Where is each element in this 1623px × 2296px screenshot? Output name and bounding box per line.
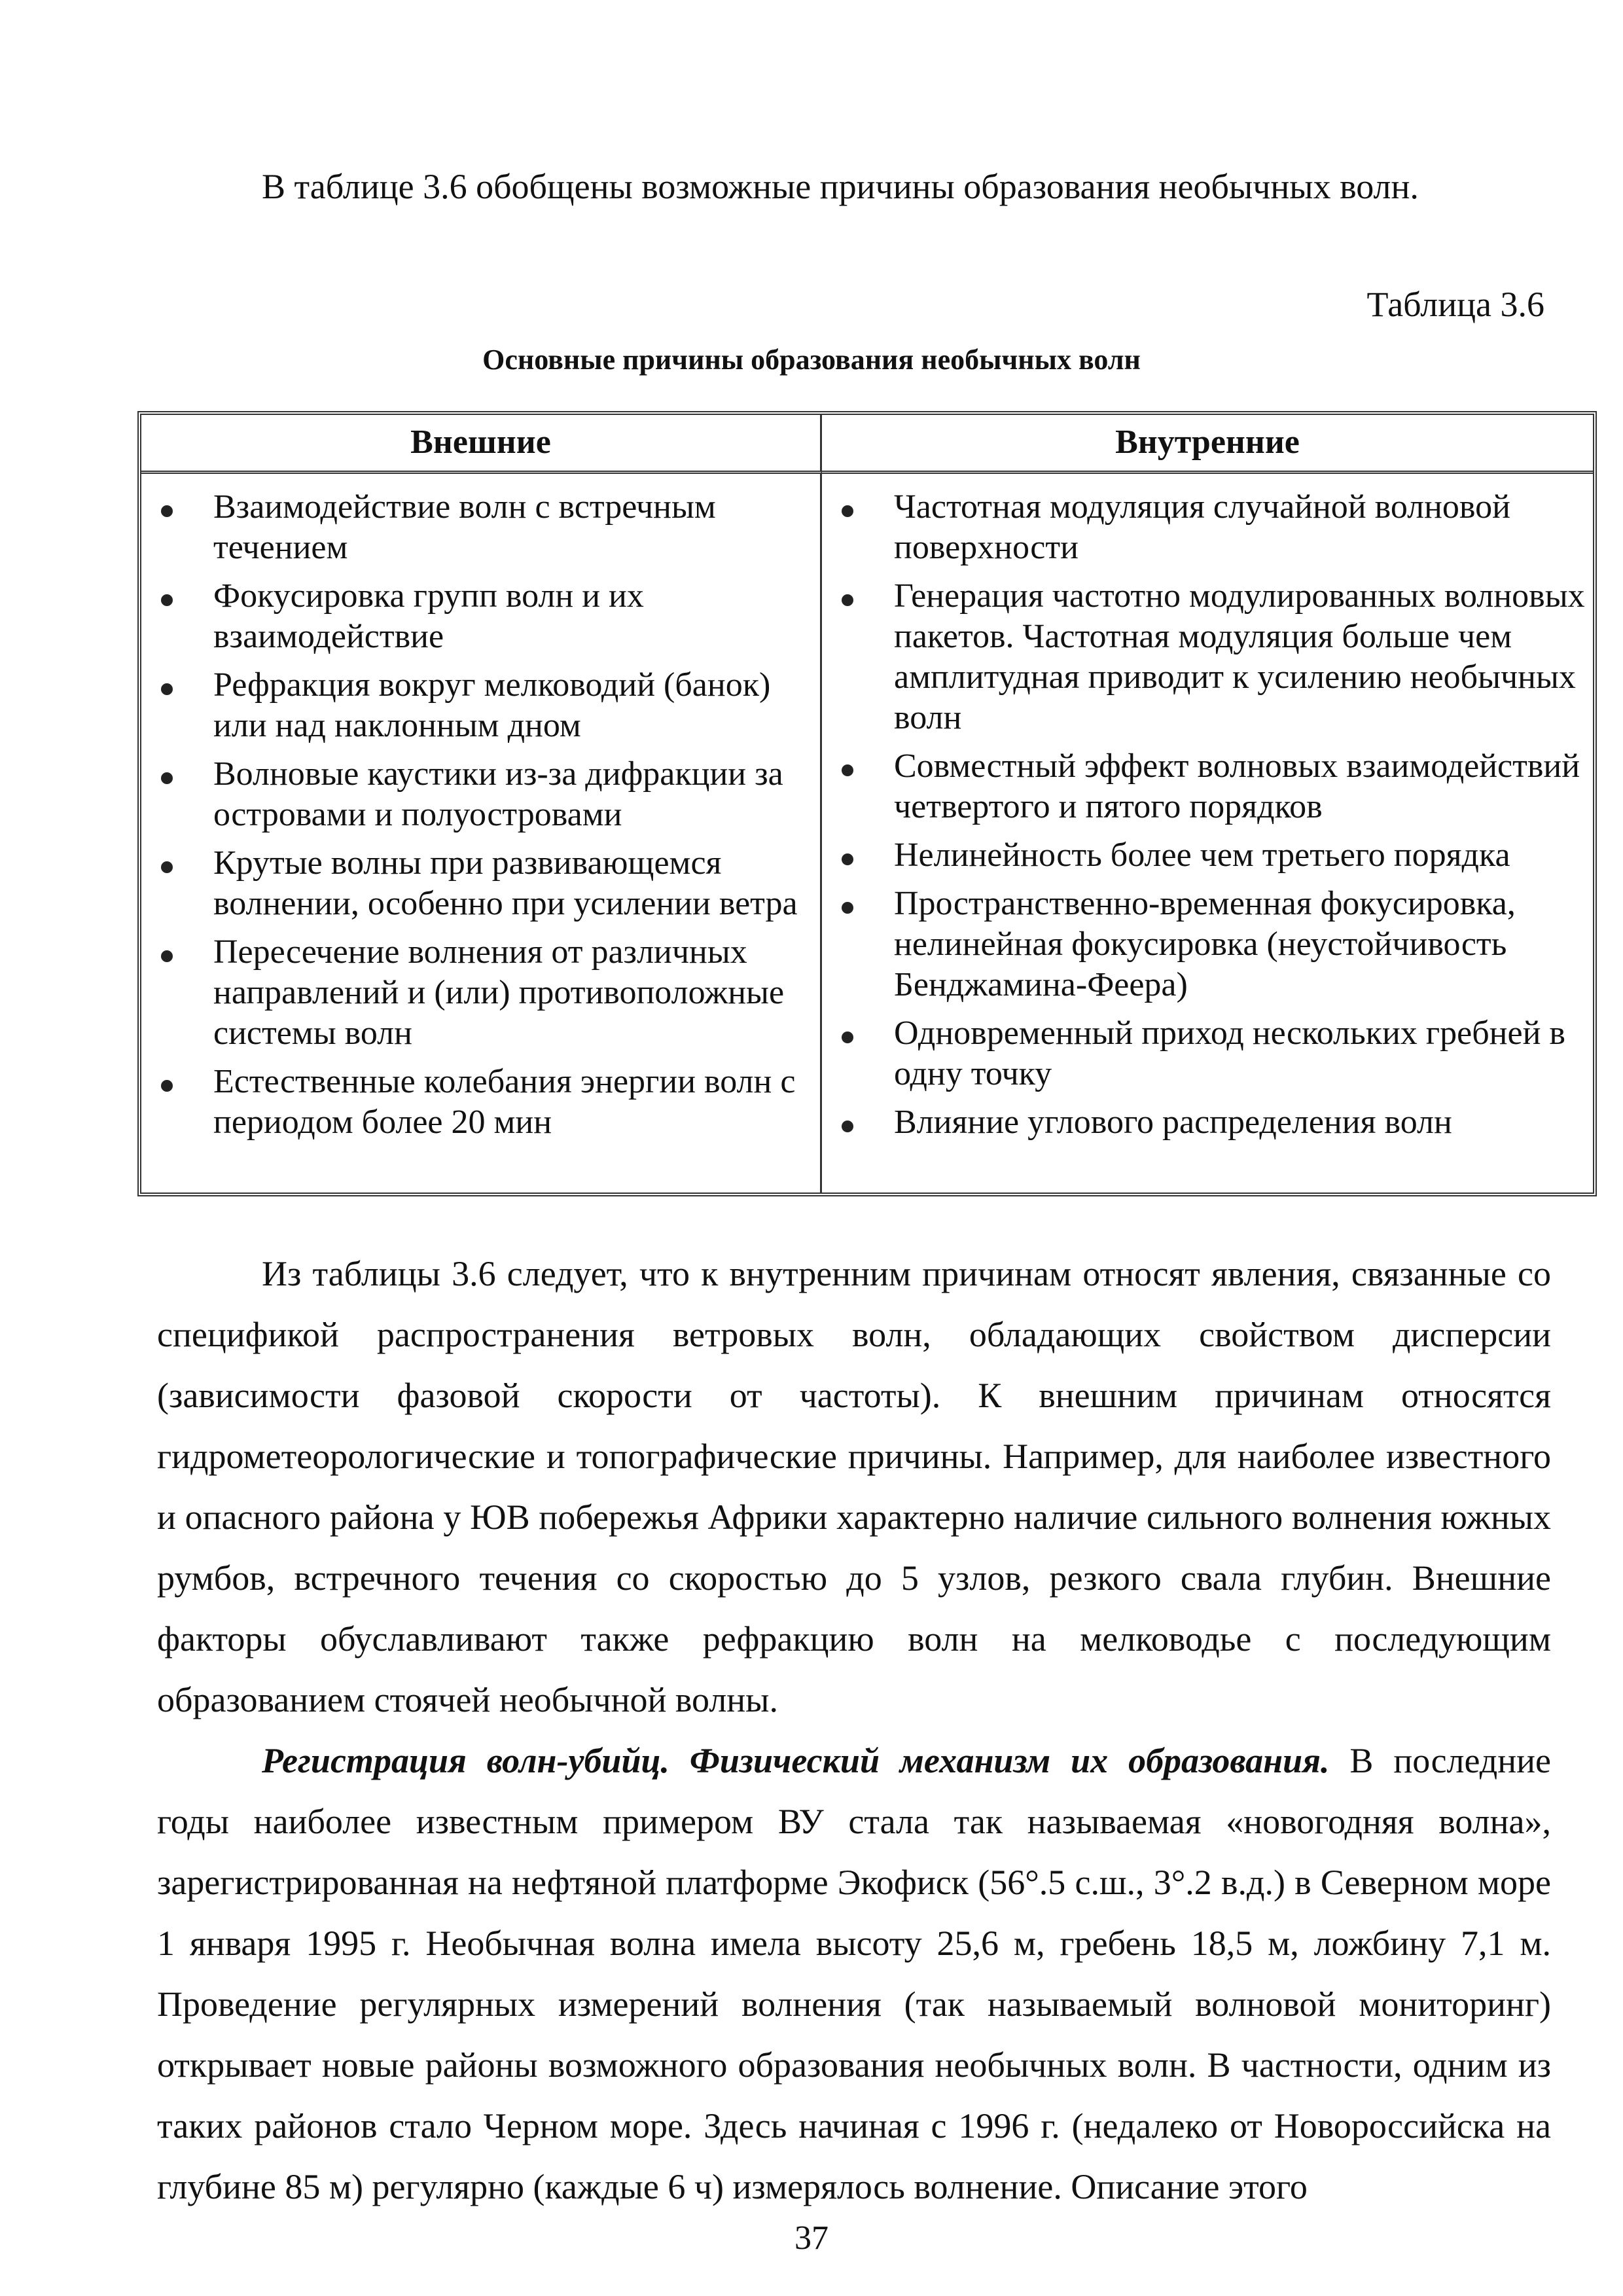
body-text — [157, 1244, 1551, 2217]
bullet-icon — [161, 772, 173, 784]
paragraph-table-discussion: Из таблицы 3.6 следует, что к внутренним причинам относят явления, связанные со спецификой распространения ветровых волн, обладающих свойством дисперсии (зависимости фазовой скорости от частоты). К внешним причинам относятся гидрометеорологические и топографические причины. Например, для наиболее известного и опасного района у ЮВ побережья Африки характерно наличие сильного волнения южных румбов, встречного течения со скоростью до 5 узлов, резкого свала глубин. Внешние факторы обуславливают также рефракцию волн на мелководье с последующим образованием стоячей необычной волны. — [157, 1254, 1551, 1719]
page-number: 37 — [794, 2219, 829, 2257]
list-item: Пересечение волнения от различных направлений и (или) противоположные системы волн — [153, 932, 813, 1054]
list-item: Влияние углового распределения волн — [834, 1102, 1586, 1143]
list-item: Естественные колебания энергии волн с периодом более 20 мин — [153, 1062, 813, 1143]
bullet-icon — [842, 594, 853, 606]
list-item: Одновременный приход нескольких гребней в одну точку — [834, 1013, 1586, 1094]
external-causes-cell — [141, 474, 822, 1193]
bullet-icon — [161, 594, 173, 606]
list-item: Нелинейность более чем третьего порядка — [834, 835, 1586, 876]
paragraph-registration — [157, 1731, 1551, 2217]
intro-sentence: В таблице 3.6 обобщены возможные причины образования необычных волн. — [262, 167, 1419, 206]
bullet-icon — [161, 683, 173, 695]
causes-table — [137, 411, 1597, 1196]
bullet-icon — [842, 1031, 853, 1043]
bullet-icon — [842, 505, 853, 517]
section-heading: Регистрация волн-убийц. Физический механизм их образования. — [262, 1741, 1330, 1780]
table-title: Основные причины образования необычных волн — [482, 344, 1141, 376]
internal-causes-cell — [822, 474, 1593, 1193]
paragraph-registration-text: В последние годы наиболее известным примером ВУ стала так называемая «новогодняя волна», зарегистрированная на нефтяной платформе Экофиск (56°.5 с.ш., 3°.2 в.д.) в Северном море 1 января 1995 г. Необычная волна имела высоту 25,6 м, гребень 18,5 м, ложбину 7,1 м. Проведение регулярных измерений волнения (так называемый волновой мониторинг) открывает новые районы возможного образования необычных волн. В частности, одним из таких районов стало Черном море. Здесь начиная с 1996 г. (недалеко от Новороссийска на глубине 85 м) регулярно (каждые 6 ч) измерялось волнение. Описание этого — [157, 1741, 1552, 2206]
list-item: Волновые каустики из-за дифракции за островами и полуостровами — [153, 754, 813, 835]
bullet-icon — [842, 853, 853, 865]
bullet-icon — [842, 902, 853, 914]
list-item: Генерация частотно модулированных волновых пакетов. Частотная модуляция больше чем амплитудная приводит к усилению необычных волн — [834, 576, 1586, 738]
bullet-icon — [161, 505, 173, 517]
bullet-icon — [161, 861, 173, 873]
internal-causes-list — [834, 487, 1586, 1143]
header-internal: Внутренние — [822, 415, 1593, 474]
bullet-icon — [161, 950, 173, 962]
header-external: Внешние — [141, 415, 822, 474]
list-item: Частотная модуляция случайной волновой поверхности — [834, 487, 1586, 568]
list-item: Рефракция вокруг мелководий (банок) или над наклонным дном — [153, 665, 813, 746]
list-item: Фокусировка групп волн и их взаимодействие — [153, 576, 813, 657]
table-number: Таблица 3.6 — [1366, 285, 1544, 324]
bullet-icon — [842, 764, 853, 776]
list-item: Пространственно-временная фокусировка, нелинейная фокусировка (неустойчивость Бенджамина-Феера) — [834, 884, 1586, 1005]
bullet-icon — [842, 1121, 853, 1132]
list-item: Крутые волны при развивающемся волнении, особенно при усилении ветра — [153, 843, 813, 924]
list-item: Совместный эффект волновых взаимодействий четвертого и пятого порядков — [834, 746, 1586, 827]
list-item: Взаимодействие волн с встречным течением — [153, 487, 813, 568]
external-causes-list — [153, 487, 813, 1143]
bullet-icon — [161, 1080, 173, 1092]
